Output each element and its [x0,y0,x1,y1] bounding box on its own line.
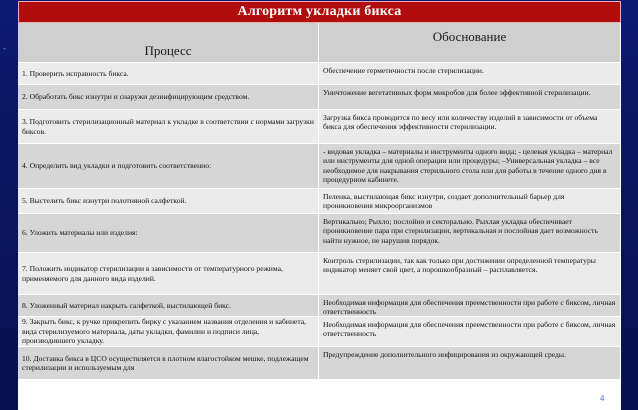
reason-cell: Пеленка, выстилающая бикс изнутри, создает дополнительный барьер для проникновения микроорганизмов [319,189,621,214]
reason-cell: Обеспечение герметичности после стерилизации. [319,63,621,85]
process-cell: 9. Закрыть бикс, к ручке прикрепить бирку с указанием названия отделения и кабинета, вида стерилизуемого материала, даты укладки, фамилии и подписи лица, производившего укладку. [18,317,319,347]
header-process: Процесс [18,23,319,63]
process-cell: 6. Уложить материалы или изделия: [18,214,319,253]
process-cell: 4. Определить вид укладки и подготовить соответственно: [18,144,319,189]
left-mark: - [3,44,6,53]
process-cell: 10. Доставка бикса в ЦСО осуществляется в плотном влагостойком мешке, подлежащем стерилизации и используемым для [18,347,319,380]
page-number: 4 [600,394,605,403]
reason-cell: Загрузка бикса проводится по весу или количеству изделий в зависимости от объема бикса для обеспечения эффективности стерилизации. [319,110,621,144]
process-cell: 5. Выстелить бикс изнутри полотняной салфеткой. [18,189,319,214]
reason-cell: Предупреждение дополнительного инфицирования из окружающей среды. [319,347,621,380]
algorithm-table [18,23,621,410]
title-bar [18,1,621,23]
reason-cell: Необходимая информация для обеспечения преемственности при работе с биксом, личная ответственность [319,295,621,317]
reason-cell: - видовая укладка – материалы и инструменты одного вида; - целевая укладка – материал или инструменты для одной операции или процедуры; –Универсальная укладка – все необходимое для накрывания стерильного стола или для работы в течение одного дня в процедурном кабинете. [319,144,621,189]
process-cell: 2. Обработать бикс изнутри и снаружи дезинфицирующим средством. [18,85,319,110]
slide-title: Алгоритм укладки бикса [237,4,402,19]
process-cell: 8. Уложенный материал накрыть салфеткой, выстилающей бикс. [18,295,319,317]
reason-cell: Необходимая информация для обеспечения преемственности при работе с биксом, личная ответственность [319,317,621,347]
header-reason: Обоснование [319,23,621,63]
reason-cell: Контроль стерилизации, так как только при достижении определенной температуры индикатор меняет свой цвет, а порошкообразный – расплавляется. [319,253,621,295]
process-cell: 7. Положить индикатор стерилизации в зависимости от температурного режима, применяемого для данного вида изделий. [18,253,319,295]
reason-cell: Уничтожение вегетативных форм микробов для более эффективной стерилизации. [319,85,621,110]
process-cell: 1. Проверить исправность бикса. [18,63,319,85]
process-cell: 3. Подготовить стерилизационный материал к укладке в соответствии с нормами загрузки биксов. [18,110,319,144]
reason-cell: Вертикально; Рыхло; послойно и секторально. Рыхлая укладка обеспечивает проникновение пара при стерилизации, вертикальная и послойная дает возможность найти нужное, не нарушив порядок. [319,214,621,253]
